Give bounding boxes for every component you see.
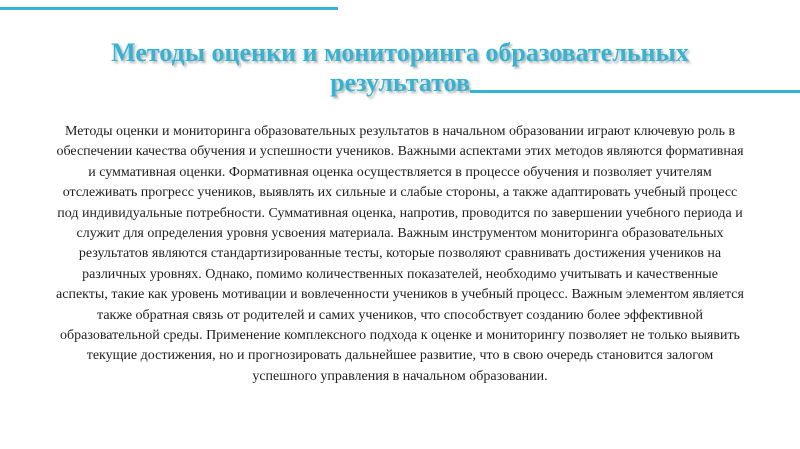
slide-body-text: Методы оценки и мониторинга образовательных результатов в начальном образовании играют ключевую роль в обеспечении качества обучения и успешности учеников. Важными аспектами этих методов являются формативная и суммативная оценки. Формативная оценка осуществляется в процессе обучения и позволяет учителям отслеживать прогресс учеников, выявлять их сильные и слабые стороны, а также адаптировать учебный процесс под индивидуальные потребности. Суммативная оценка, напротив, проводится по завершении учебного периода и служит для определения уровня усвоения материала. Важным инструментом мониторинга образовательных результатов являются стандартизированные тесты, которые позволяют сравнивать достижения учеников на различных уровнях. Однако, помимо количественных показателей, необходимо учитывать и качественные аспекты, такие как уровень мотивации и вовлеченности учеников в учебный процесс. Важным элементом является также обратная связь от родителей и самих учеников, что способствует созданию более эффективной образовательной среды. Применение комплексного подхода к оценке и мониторингу позволяет не только выявить текущие достижения, но и прогнозировать дальнейшее развитие, что в свою очередь становится залогом успешного управления в начальном образовании. <box>56 124 744 384</box>
top-accent-line <box>0 7 338 10</box>
title-underline <box>470 90 800 93</box>
slide-title: Методы оценки и мониторинга образовательных результатов <box>111 38 689 97</box>
